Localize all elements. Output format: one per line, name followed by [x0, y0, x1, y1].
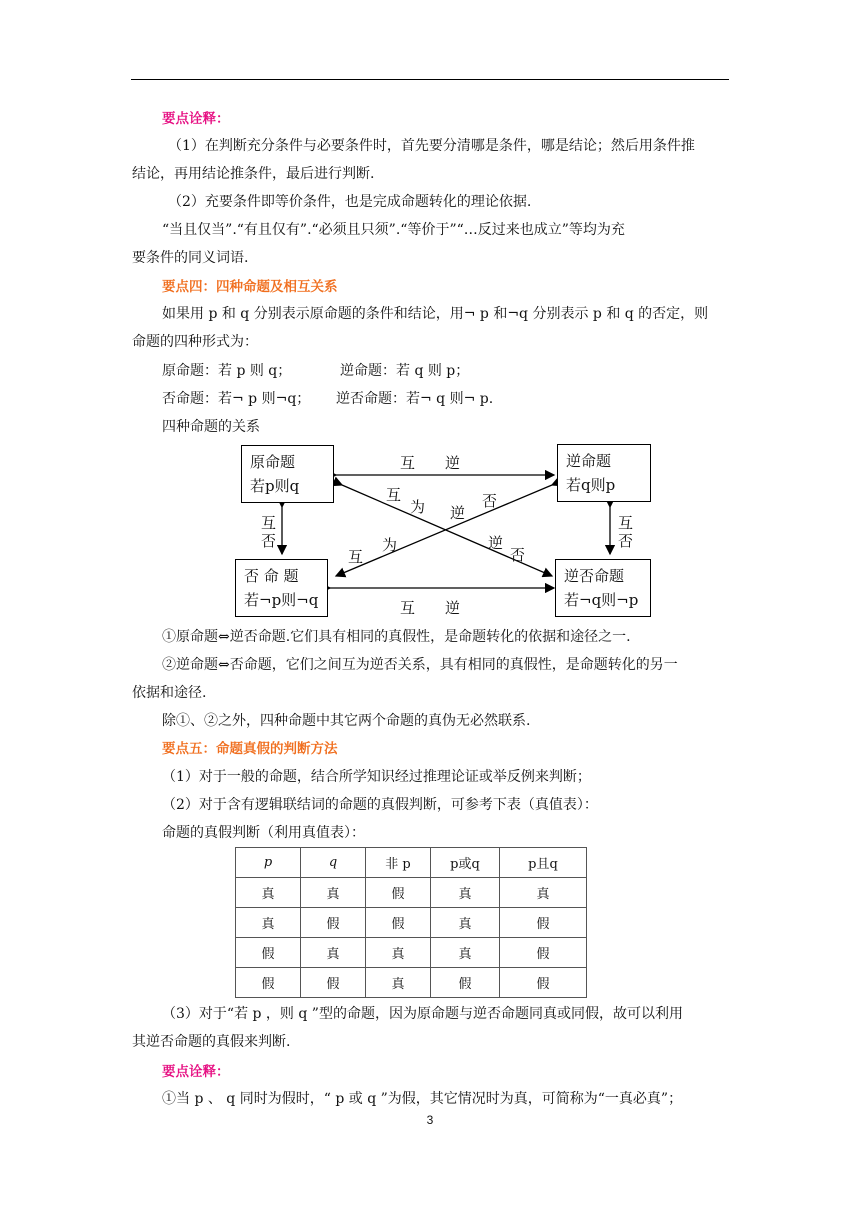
- label-right-mutual-negation-1: 互: [618, 514, 634, 532]
- table-header-cell: p且q: [500, 848, 587, 878]
- box-converse-proposition: [557, 444, 651, 502]
- table-cell: 假: [500, 908, 587, 938]
- table-row: [236, 878, 587, 908]
- table-cell: 假: [236, 938, 301, 968]
- table-header-cell: 非 p: [366, 848, 431, 878]
- table-row: [236, 938, 587, 968]
- table-header-cell: q: [301, 848, 366, 878]
- table-cell: 假: [366, 908, 431, 938]
- paragraph-line: （2）充要条件即等价条件，也是完成命题转化的理论依据.: [168, 194, 532, 210]
- label-left-mutual-negation-1: 互: [261, 514, 277, 532]
- label-left-mutual-negation-2: 否: [261, 532, 277, 550]
- paragraph-line: 要条件的同义词语.: [132, 250, 249, 266]
- section-note-heading: 要点诠释：: [162, 111, 230, 127]
- table-row: [236, 908, 587, 938]
- paragraph-line: 其逆否命题的真假来判断.: [132, 1034, 291, 1050]
- four-propositions-diagram: [232, 440, 656, 620]
- table-cell: 真: [236, 878, 301, 908]
- box-subtitle: 若p则q: [250, 477, 300, 495]
- table-cell: 假: [500, 968, 587, 998]
- label-top-mutual-converse: 互 逆: [400, 454, 461, 472]
- paragraph-line: 否命题：若¬ p 则¬q；: [162, 391, 311, 407]
- table-cell: 假: [301, 908, 366, 938]
- table-header-cell: p: [236, 848, 301, 878]
- page-number: 3: [426, 1113, 434, 1127]
- box-subtitle: 若¬p则¬q: [244, 591, 319, 609]
- table-cell: 真: [366, 968, 431, 998]
- label-diag-3: 逆: [450, 504, 466, 522]
- table-header-row: [236, 848, 587, 878]
- label-diag-7: 逆: [488, 534, 504, 552]
- paragraph-line: （3）对于“若 p ，则 q ”型的命题，因为原命题与逆否命题同真或同假，故可以利用: [162, 1006, 683, 1022]
- paragraph-line: 如果用 p 和 q 分别表示原命题的条件和结论，用¬ p 和¬q 分别表示 p 和 q 的否定，则: [162, 306, 709, 322]
- table-cell: 假: [500, 938, 587, 968]
- paragraph-line: 四种命题的关系: [162, 419, 260, 435]
- paragraph-line: 结论，再用结论推条件，最后进行判断.: [132, 166, 375, 182]
- paragraph-line: （1）对于一般的命题，结合所学知识经过推理论证或举反例来判断；: [162, 769, 591, 785]
- section-heading-truth-judgement: 要点五：命题真假的判断方法: [162, 741, 338, 757]
- paragraph-line: 原命题：若 p 则 q；: [162, 363, 292, 379]
- paragraph-line: 逆否命题：若¬ q 则¬ p.: [336, 391, 494, 407]
- label-diag-5: 互: [348, 548, 364, 566]
- box-subtitle: 若¬q则¬p: [564, 591, 639, 609]
- table-cell: 真: [431, 938, 500, 968]
- box-title: 逆命题: [566, 452, 612, 470]
- table-cell: 真: [431, 908, 500, 938]
- table-header-cell: p或q: [431, 848, 500, 878]
- box-title: 逆否命题: [564, 567, 625, 585]
- table-cell: 真: [500, 878, 587, 908]
- paragraph-line: ①原命题⇔逆否命题.它们具有相同的真假性，是命题转化的依据和途径之一.: [162, 629, 631, 645]
- label-bottom-mutual-converse: 互 逆: [400, 599, 461, 617]
- table-cell: 真: [301, 878, 366, 908]
- paragraph-line: 依据和途径.: [132, 685, 207, 701]
- header-rule: [131, 79, 729, 80]
- label-diag-8: 否: [510, 546, 526, 564]
- table-cell: 假: [366, 878, 431, 908]
- table-cell: 真: [431, 878, 500, 908]
- label-diag-6: 为: [382, 536, 398, 554]
- paragraph-line: 命题的四种形式为：: [132, 334, 258, 350]
- label-diag-4: 否: [482, 492, 498, 510]
- label-diag-1: 互: [386, 486, 402, 504]
- section-heading-four-propositions: 要点四：四种命题及相互关系: [162, 279, 338, 295]
- paragraph-line: ①当 p 、 q 同时为假时，“ p 或 q ”为假，其它情况时为真，可简称为“一真必真”；: [162, 1091, 683, 1107]
- paragraph-line: “当且仅当”.“有且仅有”.“必须且只须”.“等价于”“…反过来也成立”等均为充: [162, 222, 625, 238]
- table-row: [236, 968, 587, 998]
- paragraph-line: 命题的真假判断（利用真值表）：: [162, 825, 365, 841]
- label-right-mutual-negation-2: 否: [618, 532, 634, 550]
- box-original-proposition: [241, 445, 334, 503]
- box-title: 原命题: [250, 453, 296, 471]
- paragraph-line: （2）对于含有逻辑联结词的命题的真假判断，可参考下表（真值表）：: [162, 797, 598, 813]
- table-cell: 假: [431, 968, 500, 998]
- table-cell: 假: [301, 968, 366, 998]
- paragraph-line: （1）在判断充分条件与必要条件时，首先要分清哪是条件，哪是结论；然后用条件推: [168, 138, 695, 154]
- section-note-heading-2: 要点诠释：: [162, 1064, 230, 1080]
- label-diag-2: 为: [410, 498, 426, 516]
- box-contrapositive-proposition: [555, 559, 651, 617]
- truth-table: [235, 847, 587, 998]
- box-title: 否 命 题: [244, 567, 299, 585]
- box-subtitle: 若q则p: [566, 476, 616, 494]
- paragraph-line: ②逆命题⇔否命题，它们之间互为逆否关系，具有相同的真假性，是命题转化的另一: [162, 657, 678, 673]
- box-inverse-proposition: [235, 559, 328, 617]
- paragraph-line: 除①、②之外，四种命题中其它两个命题的真伪无必然联系.: [162, 713, 531, 729]
- table-cell: 真: [236, 908, 301, 938]
- table-cell: 假: [236, 968, 301, 998]
- table-cell: 真: [301, 938, 366, 968]
- table-cell: 真: [366, 938, 431, 968]
- paragraph-line: 逆命题：若 q 则 p；: [340, 363, 470, 379]
